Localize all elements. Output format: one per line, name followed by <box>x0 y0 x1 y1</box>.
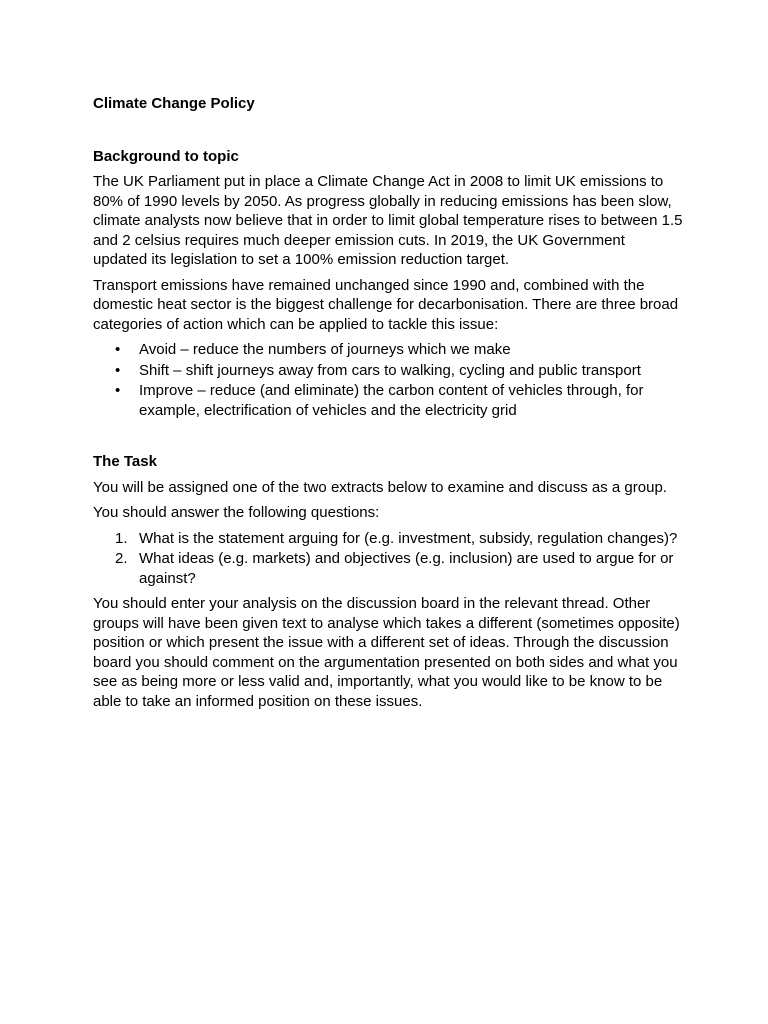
question-number: 2. <box>115 550 128 567</box>
list-item <box>93 529 683 549</box>
list-item <box>93 340 683 360</box>
background-heading: Background to topic <box>93 147 239 165</box>
questions-intro: You should answer the following questions: <box>93 504 380 521</box>
question-text: What ideas (e.g. markets) and objectives (e.g. inclusion) are used to argue for or against? <box>139 550 674 587</box>
task-heading: The Task <box>93 453 157 470</box>
list-item <box>93 381 683 420</box>
question-number: 1. <box>115 529 128 547</box>
document-title: Climate Change Policy <box>93 95 255 112</box>
questions-list <box>93 529 683 589</box>
bullet-icon: • <box>115 382 121 399</box>
question-text: What is the statement arguing for (e.g. investment, subsidy, regulation changes)? <box>139 529 678 547</box>
action-categories-list <box>93 340 683 420</box>
list-item-text: Shift – shift journeys away from cars to walking, cycling and public transport <box>139 361 641 379</box>
list-item-text: Avoid – reduce the numbers of journeys which we make <box>139 341 511 358</box>
list-item-text: Improve – reduce (and eliminate) the carbon content of vehicles through, for example, electrification of vehicles and the electricity grid <box>139 382 644 419</box>
bullet-icon: • <box>115 341 121 358</box>
list-item <box>93 361 683 381</box>
bullet-icon: • <box>115 361 121 379</box>
background-paragraph-1: The UK Parliament put in place a Climate Change Act in 2008 to limit UK emissions to 80% of 1990 levels by 2050. As progress globally in reducing emissions has been slow, climate analysts now believe that in order to limit global temperature rises to between 1.5 and 2 celsius requires much deeper emission cuts. In 2019, the UK Government updated its legislation to set a 100% emission reduction target. <box>93 173 683 268</box>
list-item <box>93 549 683 588</box>
closing-paragraph: You should enter your analysis on the discussion board in the relevant thread. Other groups will have been given text to analyse which takes a different (sometimes opposite) position or which present the issue with a different set of ideas. Through the discussion board you should comment on the argumentation presented on both sides and what you see as being more or less valid and, importantly, what you would like to be know to be able to take an informed position on these issues. <box>93 595 680 710</box>
task-intro: You will be assigned one of the two extracts below to examine and discuss as a group. <box>93 478 667 496</box>
document-page <box>93 94 683 711</box>
background-paragraph-2: Transport emissions have remained unchanged since 1990 and, combined with the domestic heat sector is the biggest challenge for decarbonisation. There are three broad categories of action which can be applied to tackle this issue: <box>93 276 679 333</box>
